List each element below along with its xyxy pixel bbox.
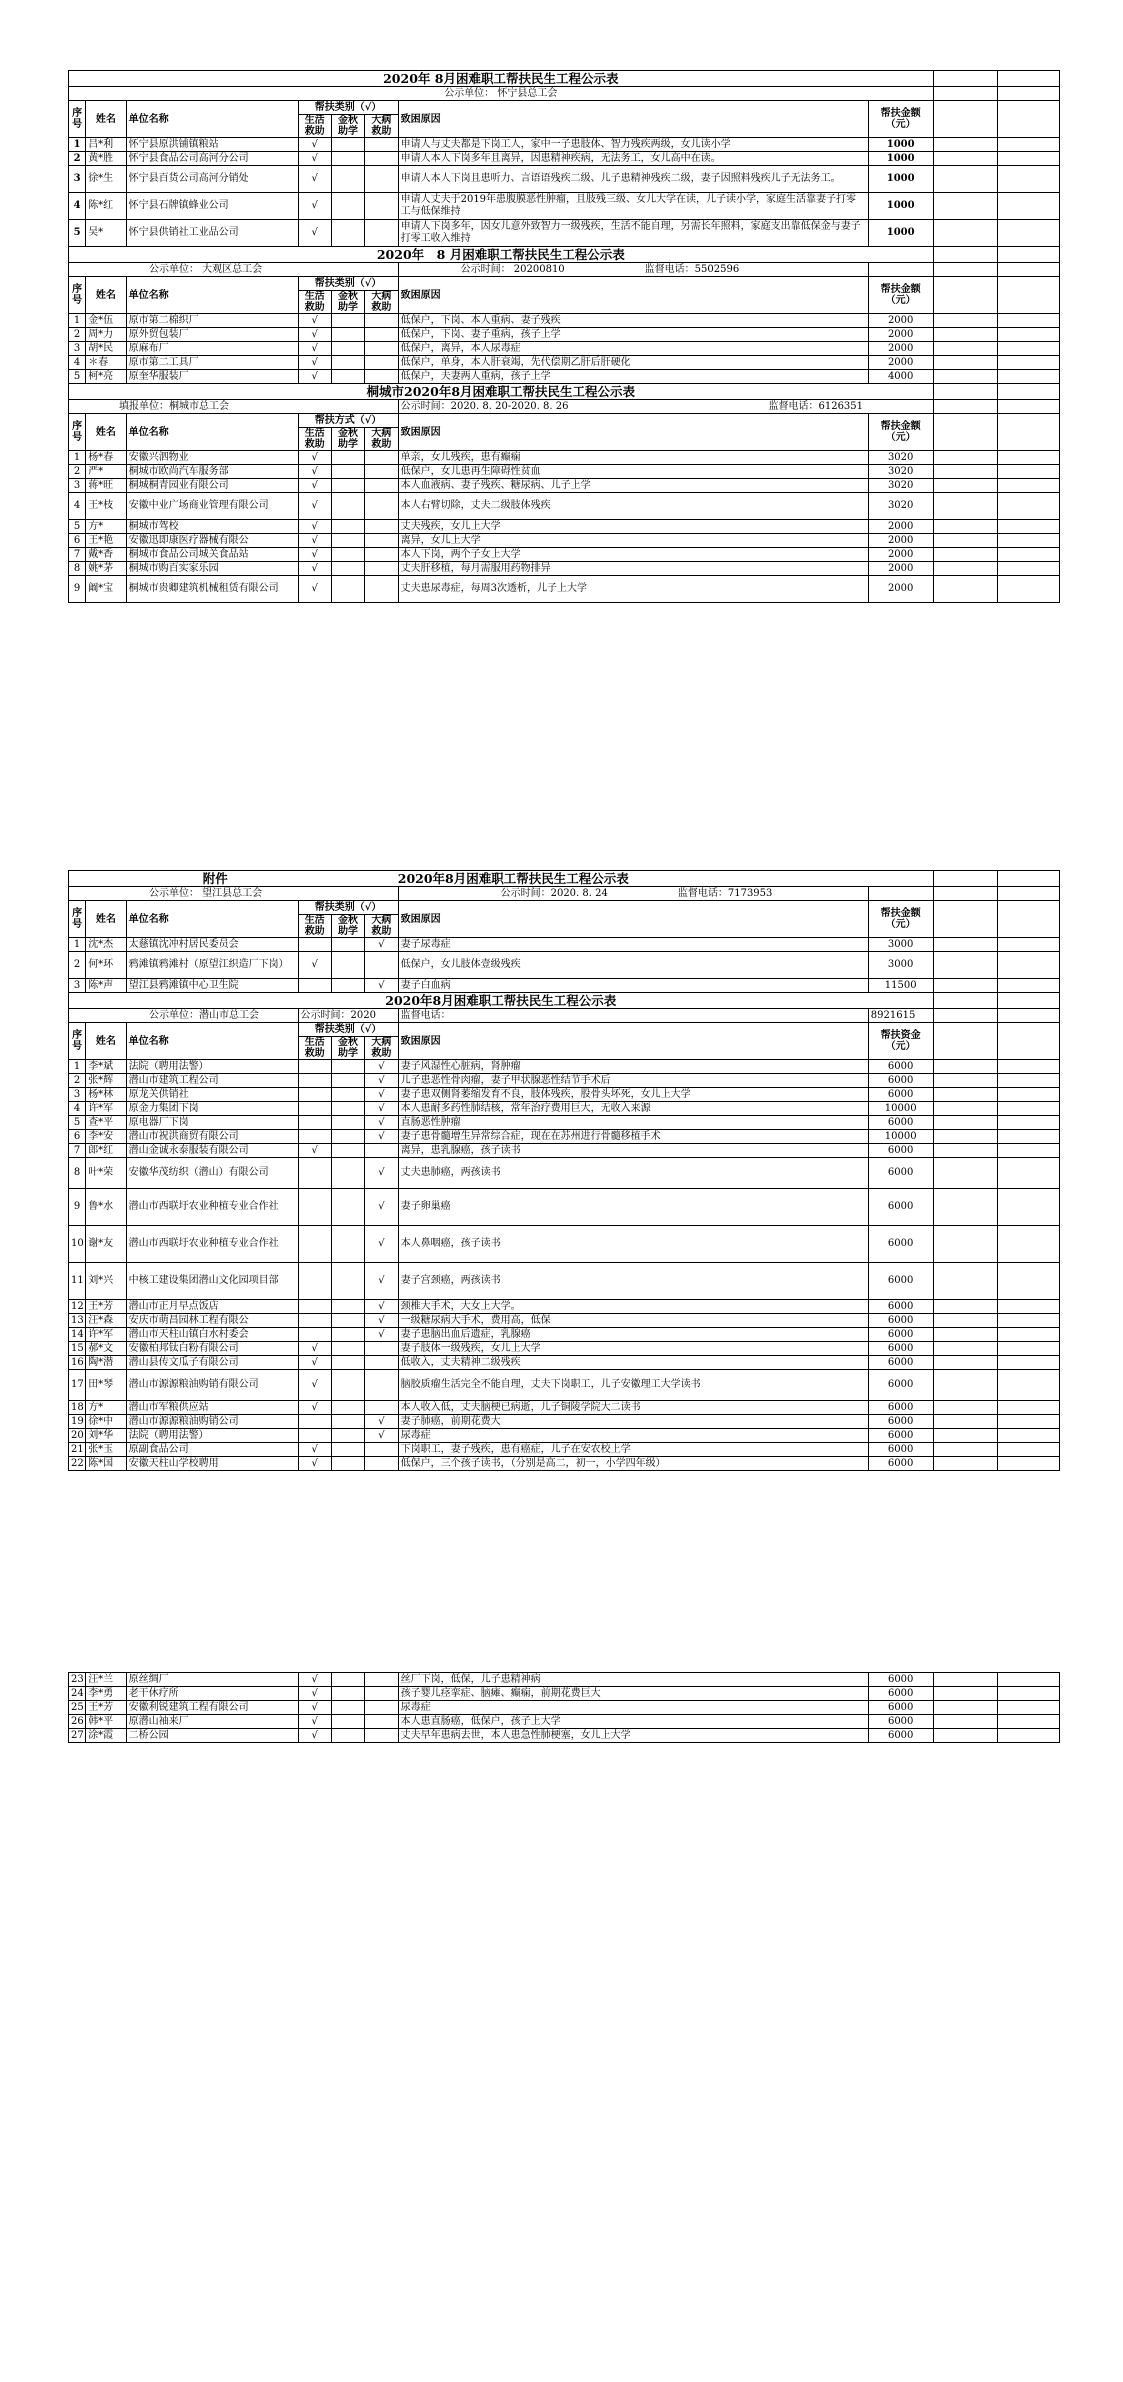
table-row: 13 汪*森 安庆市萌昌园林工程有限公 √ 一级糖尿病大手术，费用高，低保 6000 <box>69 1314 1060 1328</box>
table-5-phone-label: 监督电话： <box>398 1009 868 1023</box>
table-row: 5 查*平 原电器厂下岗 √ 直肠恶性肿瘤 6000 <box>69 1116 1060 1130</box>
table-row: 2 周*力 原外贸包装厂 √ 低保户，下岗、妻子重病，孩子上学 2000 <box>69 328 1060 342</box>
table-1-info-row <box>69 87 1060 101</box>
table-2-header-row-1: 序号 姓名 单位名称 帮扶类别（√） 致困原因 帮扶金额（元） <box>69 277 1060 291</box>
table-row: 2 张*辉 潜山市建筑工程公司 √ 儿子患恶性骨肉瘤，妻子甲状腺恶性结节手术后 6000 <box>69 1074 1060 1088</box>
table-row: 8 叶*荣 安徽华茂纺织（潜山）有限公司 √ 丈夫患肺癌，两孩读书 6000 <box>69 1158 1060 1189</box>
table-2-title: 2020年 8 月困难职工帮扶民生工程公示表 <box>69 247 934 263</box>
table-2-info-row <box>69 263 1060 277</box>
table-row: 25 王*芳 安徽利锐建筑工程有限公司 √ 尿毒症 6000 <box>69 1701 1060 1715</box>
table-row: 24 李*勇 老干休疗所 √ 孩子婴儿痉挛症、脑瘫、癫痫，前期花费巨大 6000 <box>69 1687 1060 1701</box>
table-5-header-row-2: 生活救助 金秋助学 大病救助 <box>69 1037 1060 1060</box>
table-row: 8 姚*茅 桐城市购百实家乐园 √ 丈夫肝移植，每月需服用药物排异 2000 <box>69 562 1060 576</box>
table-row: 14 许*军 潜山市天柱山镇白水村委会 √ 妻子患脑出血后遗症，乳腺癌 6000 <box>69 1328 1060 1342</box>
table-row: 16 陶*潜 潜山县传文瓜子有限公司 √ 低收入，丈夫精神二级残疾 6000 <box>69 1356 1060 1370</box>
table-2-unit-info: 公示单位： 大观区总工会 <box>69 263 399 277</box>
table-1-unit-info: 公示单位： 怀宁县总工会 <box>69 87 934 101</box>
header-k2: 金秋助学 <box>331 115 364 138</box>
sheet-block-1 <box>68 70 1060 603</box>
table-row: 4 陈*红 怀宁县石牌镇蜂业公司 √ 申请人丈夫于2019年患腹膜恶性肿瘤，且肢残三级、女儿大学在读，儿子读小学，家庭生活靠妻子打零工与低保维持 1000 <box>69 193 1060 220</box>
table-row: 18 方* 潜山市军粮供应站 √ 本人收入低，丈夫脑梗已病逝，儿子铜陵学院大二读书 6000 <box>69 1401 1060 1415</box>
table-3-unit-info: 填报单位：桐城市总工会 <box>69 400 399 414</box>
table-1-header-row-1 <box>69 101 1060 115</box>
table-row: 17 田*琴 潜山市源源粮油购销有限公司 √ 脑胶质瘤生活完全不能自理，丈夫下岗职工，儿子安徽理工大学读书 6000 <box>69 1370 1060 1401</box>
header-no: 序号 <box>69 101 86 138</box>
table-row: 9 阚*宝 桐城市贵卿建筑机械租赁有限公司 √ 丈夫患尿毒症，每周3次透析，儿子上大学 2000 <box>69 576 1060 603</box>
table-row: 3 徐*生 怀宁县百货公司高河分销处 √ 申请人本人下岗且患听力、言语语残疾二级、儿子患精神残疾二级，妻子因照料残疾儿子无法务工。 1000 <box>69 166 1060 193</box>
table-row: 27 涂*霞 二桥公园 √ 丈夫早年患病去世，本人患急性肺梗塞，女儿上大学 6000 <box>69 1729 1060 1743</box>
table-row: 19 徐*中 潜山市源源粮油购销公司 √ 妻子肺癌，前期花费大 6000 <box>69 1415 1060 1429</box>
table-5-time-info: 公示时间：2020 <box>298 1009 398 1023</box>
table-4-title-row <box>69 871 1060 887</box>
table-5-header-row-1: 序号 姓名 单位名称 帮扶类别（√） 致困原因 帮扶资金（元） <box>69 1023 1060 1037</box>
table-row: 3 杨*林 原龙关供销社 √ 妻子患双侧肾萎缩发育不良，肢体残疾，股骨头坏死，女儿上大学 6000 <box>69 1088 1060 1102</box>
table-row: 3 胡*民 原麻布厂 √ 低保户，离异，本人尿毒症 2000 <box>69 342 1060 356</box>
table-row: 1 吕*利 怀宁县原洪铺镇粮站 √ 申请人与丈夫都是下岗工人，家中一子患肢体、智力残疾两级，女儿读小学 1000 <box>69 138 1060 152</box>
table-block-3 <box>68 1672 1060 1743</box>
table-5-unit-info: 公示单位：潜山市总工会 <box>69 1009 299 1023</box>
table-4-info-row <box>69 887 1060 901</box>
table-5-title: 2020年8月困难职工帮扶民生工程公示表 <box>69 993 934 1009</box>
table-row: 7 戴*香 桐城市食品公司城关食品站 √ 本人下岗，两个子女上大学 2000 <box>69 548 1060 562</box>
table-row: 5 吴* 怀宁县供销社工业品公司 √ 申请人下岗多年，因女儿意外致智力一级残疾，生活不能自理，另需长年照料，家庭支出靠低保金与妻子打零工收入维持 1000 <box>69 220 1060 247</box>
table-row: 12 王*芳 潜山市正月早点饭店 √ 颈椎大手术，大女上大学。 6000 <box>69 1300 1060 1314</box>
table-row: 21 张*玉 原副食品公司 √ 下岗职工，妻子残疾，患有癌症，儿子在安农校上学 6000 <box>69 1443 1060 1457</box>
table-row: 22 陈*国 安徽天柱山学校聘用 √ 低保户，三个孩子读书，（分别是高二，初一，小学四年级） 6000 <box>69 1457 1060 1471</box>
annex-label: 附件 <box>202 870 228 886</box>
table-row: 23 汪*兰 原丝绸厂 √ 丝厂下岗，低保，儿子患精神病 6000 <box>69 1673 1060 1687</box>
table-4-header-row-1: 序号 姓名 单位名称 帮扶类别（√） 致困原因 帮扶金额（元） <box>69 901 1060 915</box>
table-row: 11 刘*兴 中核工建设集团潜山文化园项目部 √ 妻子宫颈癌，两孩读书 6000 <box>69 1263 1060 1300</box>
table-5-info-row <box>69 1009 1060 1023</box>
table-2-time-info: 公示时间： 20200810 监督电话：5502596 <box>398 263 868 277</box>
table-row: 7 郎*红 潜山金诚永泰服装有限公司 √ 离异，患乳腺癌，孩子读书 6000 <box>69 1144 1060 1158</box>
sheet-block-3 <box>68 1672 1060 1743</box>
header-unit: 单位名称 <box>126 101 298 138</box>
table-row: 4 ＊春 原市第二工具厂 √ 低保户，单身，本人肝衰竭，先代偿期乙肝后肝硬化 2000 <box>69 356 1060 370</box>
table-row: 3 陈*声 望江县鸦滩镇中心卫生院 √ 妻子白血病 11500 <box>69 979 1060 993</box>
table-5-phone-number: 8921615 <box>868 1009 933 1023</box>
header-k3: 大病救助 <box>365 115 398 138</box>
table-3-time-info: 公示时间：2020. 8. 20-2020. 8. 26 监督电话：6126351 <box>398 400 933 414</box>
table-4-header-row-2: 生活救助 金秋助学 大病救助 <box>69 915 1060 938</box>
table-row: 5 柯*亮 原奎华服装厂 √ 低保户，夫妻两人重病，孩子上学 4000 <box>69 370 1060 384</box>
table-row: 1 沈*杰 太慈镇沈冲村居民委员会 √ 妻子尿毒症 3000 <box>69 938 1060 952</box>
header-name: 姓名 <box>86 101 126 138</box>
table-row: 1 金*伍 原市第二棉织厂 √ 低保户，下岗、本人重病、妻子残疾 2000 <box>69 314 1060 328</box>
table-1-title-row <box>69 71 1060 87</box>
table-row: 5 方* 桐城市驾校 √ 丈夫残疾，女儿上大学 2000 <box>69 520 1060 534</box>
table-block-1 <box>68 70 1060 603</box>
table-4-unit-info: 公示单位： 望江县总工会 <box>69 887 399 901</box>
table-2-title-row <box>69 247 1060 263</box>
header-amount: 帮扶金额（元） <box>868 101 933 138</box>
table-row: 2 严* 桐城市欧尚汽车服务部 √ 低保户，女儿患再生障碍性贫血 3020 <box>69 465 1060 479</box>
table-4-title: 附件 2020年8月困难职工帮扶民生工程公示表 <box>69 871 934 887</box>
table-row: 20 刘*华 法院（聘用法警） √ 尿毒症 6000 <box>69 1429 1060 1443</box>
table-row: 26 韩*平 原潜山袖来厂 √ 本人患直肠癌，低保户，孩子上大学 6000 <box>69 1715 1060 1729</box>
table-row: 3 蒋*旺 桐城桐青园业有限公司 √ 本人血液病、妻子残疾、糖尿病、儿子上学 3020 <box>69 479 1060 493</box>
table-1-title: 2020年 8月困难职工帮扶民生工程公示表 <box>69 71 934 87</box>
table-row: 1 杨*春 安徽兴泗物业 √ 单亲，女儿残疾，患有癫痫 3020 <box>69 451 1060 465</box>
table-row: 9 鲁*水 潜山市西联圩农业种植专业合作社 √ 妻子卵巢癌 6000 <box>69 1189 1060 1226</box>
table-row: 15 郝*文 安徽柏邦钛白粉有限公司 √ 妻子肢体一级残疾，女儿上大学 6000 <box>69 1342 1060 1356</box>
table-row: 4 王*枝 安徽中业广场商业管理有限公司 √ 本人右臂切除，丈夫二级肢体残疾 3020 <box>69 493 1060 520</box>
table-row: 6 李*安 潜山市祝洪商贸有限公司 √ 妻子患骨髓增生异常综合症，现在在苏州进行骨髓移植手术 10000 <box>69 1130 1060 1144</box>
table-row: 2 黄*胜 怀宁县食品公司高河分公司 √ 申请人本人下岗多年且离异，因患精神疾病，无法务工，女儿高中在读。 1000 <box>69 152 1060 166</box>
sheet-block-2 <box>68 870 1060 1471</box>
table-5-title-row <box>69 993 1060 1009</box>
table-3-info-row <box>69 400 1060 414</box>
header-type: 帮扶类别（√） <box>298 101 398 115</box>
table-3-title-row <box>69 384 1060 400</box>
header-k1: 生活救助 <box>298 115 331 138</box>
table-row: 6 王*艳 安徽迅即康医疗器械有限公 √ 离异，女儿上大学 2000 <box>69 534 1060 548</box>
table-3-header-row-1: 序号 姓名 单位名称 帮扶方式（√） 致困原因 帮扶金额（元） <box>69 414 1060 428</box>
table-3-title: 桐城市2020年8月困难职工帮扶民生工程公示表 <box>69 384 934 400</box>
table-3-header-row-2: 生活救助 金秋助学 大病救助 <box>69 428 1060 451</box>
table-row: 4 许*军 原金力集团下岗 √ 本人患耐多药性肺结核，常年治疗费用巨大，无收入来源 10000 <box>69 1102 1060 1116</box>
table-block-2 <box>68 870 1060 1471</box>
table-row: 10 谢*友 潜山市西联圩农业种植专业合作社 √ 本人鼻咽癌，孩子读书 6000 <box>69 1226 1060 1263</box>
table-4-time-info: 公示时间：2020. 8. 24 监督电话：7173953 <box>398 887 868 901</box>
table-row: 2 何*环 鸦滩镇鸦滩村（原望江织造厂下岗） √ 低保户，女儿肢体壹级残疾 3000 <box>69 952 1060 979</box>
header-reason: 致困原因 <box>398 101 868 138</box>
table-2-header-row-2: 生活救助 金秋助学 大病救助 <box>69 291 1060 314</box>
table-row: 1 李*斌 法院（聘用法警） √ 妻子风湿性心脏病，肾肿瘤 6000 <box>69 1060 1060 1074</box>
